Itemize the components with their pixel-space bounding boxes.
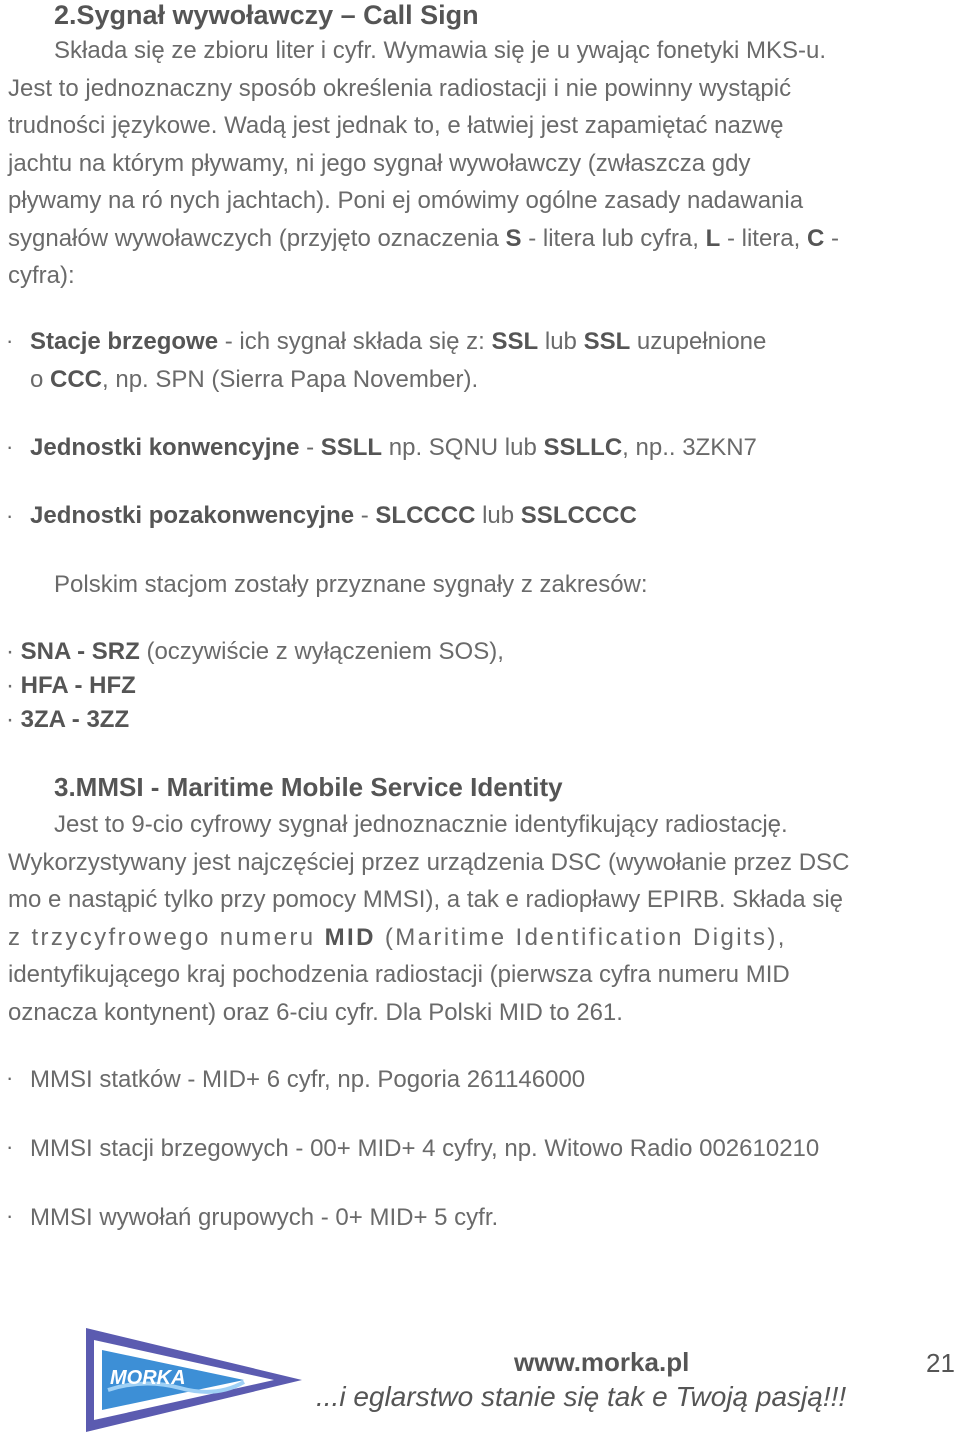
code: SSL (583, 328, 631, 355)
code: SSLCCCC (520, 502, 637, 529)
code: SSLLC (543, 434, 623, 461)
section-2-heading: 2.Sygnał wywoławczy – Call Sign (54, 0, 479, 30)
para-line: identyfikującego kraj pochodzenia radiostacji (pierwsza cyfra numeru MID (8, 961, 790, 988)
text: - (824, 224, 839, 252)
bullet: · (6, 434, 14, 459)
para-line-conventions (8, 220, 954, 258)
text: (Maritime Identification Digits), (375, 923, 787, 951)
text: (oczywiście z wyłączeniem SOS), (139, 638, 504, 665)
symbol-s: S (505, 224, 522, 252)
text: - litera lub cyfra, (521, 224, 706, 252)
section-2-paragraph (8, 32, 954, 295)
mmsi-item: MMSI wywołań grupowych - 0+ MID+ 5 cyfr. (30, 1204, 499, 1231)
stations-line-1 (30, 323, 954, 361)
code: SSL (491, 328, 539, 355)
list-item-conventional (30, 429, 757, 467)
section-3-heading: 3.MMSI - Maritime Mobile Service Identity (54, 772, 563, 802)
code: SSLL (320, 434, 383, 461)
text: sygnałów wywoławczych (przyjęto oznaczenia (8, 224, 506, 252)
para-line: pływamy na ró nych jachtach). Poni ej omówimy ogólne zasady nadawania (8, 187, 804, 214)
range-item (6, 669, 504, 703)
bullet: · (6, 328, 14, 353)
text: uzupełnione (630, 328, 767, 355)
para-line: jachtu na którym pływamy, ni jego sygnał wywoławczy (zwłaszcza gdy (8, 149, 751, 177)
text: , np. SPN (Sierra Papa November). (102, 365, 479, 393)
page-number: 21 (926, 1348, 955, 1378)
range-code: HFA - HFZ (20, 672, 136, 699)
text: - (299, 434, 321, 461)
symbol-l: L (705, 224, 721, 252)
text: z trzycyfrowego numeru (8, 923, 325, 951)
bullet: · (6, 1134, 14, 1159)
para-line-mid (8, 919, 954, 957)
symbol-c: C (806, 224, 825, 252)
footer-url[interactable]: www.morka.pl (514, 1347, 690, 1377)
bullet: · (6, 638, 14, 665)
para-line: Wykorzystywany jest najczęściej przez urządzenia DSC (wywołanie przez DSC (8, 848, 850, 876)
text: , np.. 3ZKN7 (622, 434, 757, 461)
text: lub (538, 328, 584, 355)
text: - litera, (720, 224, 807, 252)
text: - ich sygnał składa się z: (218, 328, 492, 355)
para-line: Jest to 9-cio cyfrowy sygnał jednoznacznie identyfikujący radiostację. (54, 811, 788, 838)
mmsi-item: MMSI stacji brzegowych - 00+ MID+ 4 cyfry, np. Witowo Radio 002610210 (30, 1135, 820, 1162)
stations-line-2 (30, 361, 954, 399)
para-line: Jest to jednoznaczny sposób określenia radiostacji i nie powinny wystąpić (8, 74, 792, 102)
range-code: SNA - SRZ (20, 638, 140, 665)
logo-text: MORKA (110, 1367, 186, 1389)
bullet: · (6, 1203, 14, 1228)
morka-pennant-logo (84, 1326, 304, 1434)
mmsi-item: MMSI statków - MID+ 6 cyfr, np. Pogoria 261146000 (30, 1066, 586, 1093)
nonconventional-label: Jednostki pozakonwencyjne (30, 502, 355, 529)
range-item (6, 635, 504, 669)
list-item-stations (30, 323, 954, 398)
stations-label: Stacje brzegowe (30, 328, 219, 355)
para-line: cyfra): (8, 262, 75, 289)
code: SLCCCC (375, 502, 476, 529)
bullet: · (6, 672, 14, 699)
text: np. SQNU lub (382, 434, 544, 461)
polish-intro: Polskim stacjom zostały przyznane sygnały z zakresów: (54, 571, 648, 598)
conventional-label: Jednostki konwencyjne (30, 434, 300, 461)
para-line: mo e nastąpić tylko przy pomocy MMSI), a tak e radiopławy EPIRB. Składa się (8, 886, 843, 913)
code: CCC (50, 365, 103, 393)
text: lub (475, 502, 521, 529)
para-line: trudności językowe. Wadą jest jednak to, e łatwiej jest zapamiętać nazwę (8, 112, 784, 139)
bullet: · (6, 1065, 14, 1090)
list-item-nonconventional (30, 497, 637, 535)
polish-range-list (6, 635, 504, 737)
text: - (354, 502, 376, 529)
range-code: 3ZA - 3ZZ (20, 706, 130, 733)
footer-tagline: ...i eglarstwo stanie się tak e Twoją pasją!!! (316, 1381, 847, 1412)
bullet: · (6, 503, 14, 528)
mid-term: MID (324, 923, 376, 951)
range-item (6, 703, 504, 737)
text: o (30, 365, 51, 393)
para-line: Składa się ze zbioru liter i cyfr. Wymawia się je u ywając fonetyki MKS-u. (54, 37, 827, 64)
para-line: oznacza kontynent) oraz 6-ciu cyfr. Dla Polski MID to 261. (8, 998, 623, 1026)
bullet: · (6, 706, 14, 733)
section-3-paragraph (8, 806, 954, 1031)
